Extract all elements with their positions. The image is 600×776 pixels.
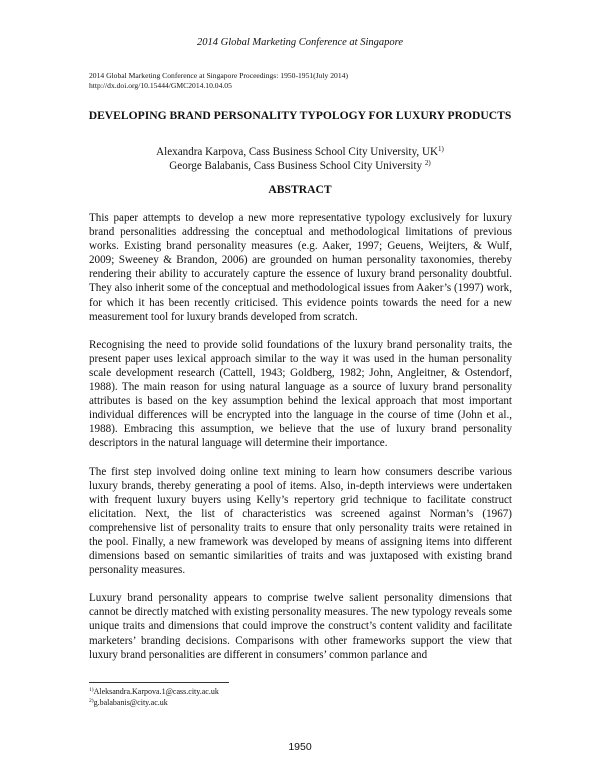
footnote	[89, 686, 219, 697]
author-footnote-mark: 2)	[424, 159, 431, 167]
abstract-body	[89, 211, 512, 676]
author-footnote-mark: 1)	[438, 145, 444, 153]
footnote-mark: 1)	[89, 687, 94, 693]
abstract-paragraph: The first step involved doing online text mining to learn how consumers describe various luxury brands, thereby generating a pool of items. Also, in-depth interviews were undertaken with frequent luxury buyers using Kelly’s repertory grid technique to facilitate construct elicitation. Next, the list of characteristics was screened against Norman’s (1967) comprehensive list of personality traits to ensure that only personality traits were retained in the pool. Finally, a new framework was developed by means of assigning items into different dimensions based on semantic similarities of traits and was juxtaposed with existing brand personality measures.	[89, 465, 512, 577]
proceedings-citation: 2014 Global Marketing Conference at Singapore Proceedings: 1950-1951(July 2014)	[89, 71, 348, 80]
footnote-email: g.balabanis@city.ac.uk	[93, 698, 168, 707]
footnote-email: Aleksandra.Karpova.1@cass.city.ac.uk	[93, 687, 219, 696]
footnote-mark: 2)	[89, 698, 94, 704]
proceedings-doi: http://dx.doi.org/10.15444/GMC2014.10.04.05	[89, 81, 232, 90]
abstract-paragraph: Recognising the need to provide solid foundations of the luxury brand personality traits, the present paper uses lexical approach similar to the way it was used in the human personality scale development research (Cattell, 1943; Goldberg, 1982; John, Angleitner, & Ostendorf, 1988). The main reason for using natural language as a source of luxury brand personality attributes is based on the key assumption behind the lexical approach that most important individual differences will be encrypted into the language in the course of time (John et al., 1988). Embracing this assumption, we believe that the use of luxury brand personality descriptors in the natural language will determine their importance.	[89, 338, 512, 450]
author-line	[80, 145, 520, 159]
abstract-heading: ABSTRACT	[268, 183, 332, 196]
author-name: Alexandra Karpova, Cass Business School City University, UK	[156, 146, 438, 158]
author-line	[80, 159, 520, 173]
running-header: 2014 Global Marketing Conference at Singapore	[197, 37, 403, 48]
proceedings-info	[89, 71, 348, 91]
author-name: George Balabanis, Cass Business School City University	[169, 160, 423, 172]
abstract-paragraph: This paper attempts to develop a new more representative typology exclusively for luxury brand personalities addressing the conceptual and methodological limitations of previous works. Existing brand personality measures (e.g. Aaker, 1997; Geuens, Weijters, & Wulf, 2009; Sweeney & Brandon, 2006) are grounded on human personality taxonomies, thereby rendering their ability to accurately capture the essence of luxury brand personality doubtful. They also inherit some of the conceptual and methodological issues from Aaker’s (1997) work, for which it has been recently criticised. This evidence points towards the need for a new measurement tool for luxury brands developed from scratch.	[89, 212, 512, 323]
footnotes	[89, 686, 219, 708]
footnote	[89, 697, 219, 708]
author-list	[80, 145, 520, 173]
abstract-paragraph: Luxury brand personality appears to comprise twelve salient personality dimensions that cannot be directly matched with existing personality measures. The new typology reveals some unique traits and dimensions that could improve the construct’s content validity and facilitate marketers’ branding decisions. Comparisons with other frameworks support the view that luxury brand personalities are different in consumers’ common parlance and	[89, 592, 512, 661]
footnote-divider	[89, 682, 229, 683]
page-number: 1950	[288, 741, 312, 753]
paper-title: DEVELOPING BRAND PERSONALITY TYPOLOGY FOR LUXURY PRODUCTS	[88, 109, 512, 122]
